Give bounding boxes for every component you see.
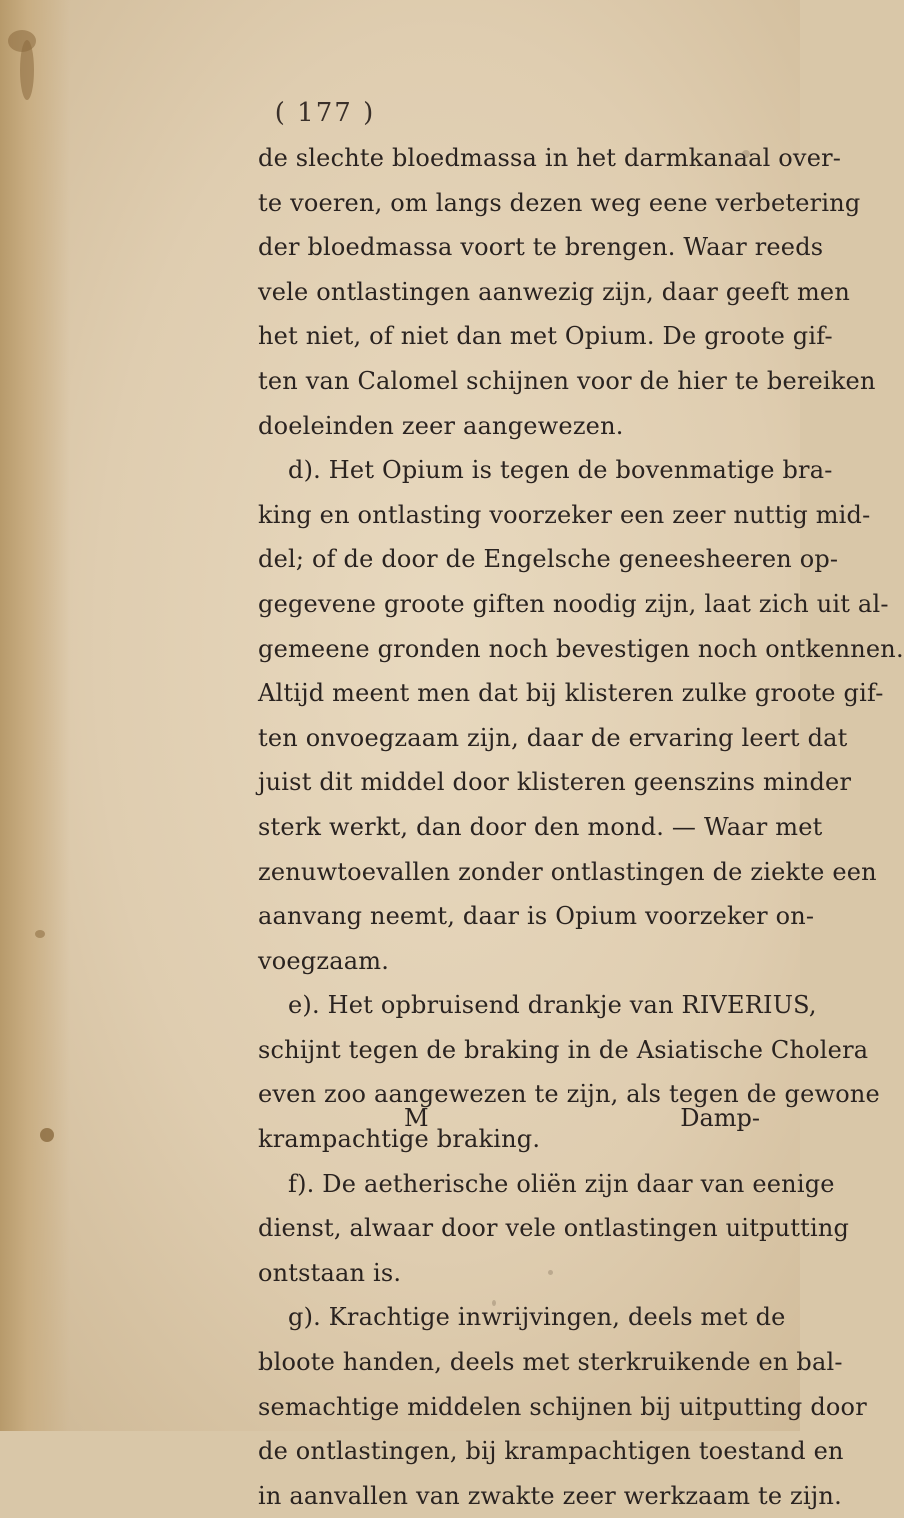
text-line: even zoo aangewezen te zijn, als tegen de gewone [258,1080,880,1109]
paragraph-g-start: g). Krachtige inwrijvingen, deels met de [288,1303,786,1332]
text-line: de slechte bloedmassa in het darmkanaal over- [258,144,842,172]
text-line: dienst, alwaar door vele ontlastingen uitputting [258,1214,850,1243]
text-line: vele ontlastingen aanwezig zijn, daar geeft men [258,277,850,306]
text-line: juist dit middel door klisteren geenszins minder [258,768,852,797]
text-line: semachtige middelen schijnen bij uitputting door [258,1392,867,1421]
catchword: Damp- [680,1104,760,1132]
text-line: te voeren, om langs dezen weg eene verbetering [258,188,861,217]
text-line: het niet, of niet dan met Opium. De groote gif- [258,322,833,351]
page-number: ( 177 ) [274,98,376,128]
text-line: de ontlastingen, bij krampachtigen toestand en [258,1437,844,1466]
paragraph-e-start: e). Het opbruisend drankje van RIVERIUS, [288,991,817,1020]
paragraph-d-start: d). Het Opium is tegen de bovenmatige bra- [288,456,833,485]
body-text [258,136,904,1518]
page-footer [258,1104,766,1148]
text-line: aanvang neemt, daar is Opium voorzeker on- [258,902,815,931]
text-line: schijnt tegen de braking in de Asiatische Cholera [258,1035,869,1064]
text-line: der bloedmassa voort te brengen. Waar reeds [258,233,824,262]
text-line: ten onvoegzaam zijn, daar de ervaring leert dat [258,723,848,752]
text-line: gegevene groote giften noodig zijn, laat zich uit al- [258,589,889,618]
text-line: ten van Calomel schijnen voor de hier te bereiken [258,366,876,395]
text-line: gemeene gronden noch bevestigen noch ontkennen. [258,634,904,663]
text-line: zenuwtoevallen zonder ontlastingen de ziekte een [258,857,877,886]
text-line: ontstaan is. [258,1258,402,1287]
page-edge-stain [0,0,70,1431]
text-line: sterk werkt, dan door den mond. — Waar met [258,812,823,841]
text-line: bloote handen, deels met sterkruikende en bal- [258,1348,843,1377]
text-line: Altijd meent men dat bij klisteren zulke groote gif- [258,679,884,708]
text-line: del; of de door de Engelsche geneesheeren op- [258,545,839,574]
paragraph-f-start: f). De aetherische oliën zijn daar van eenige [288,1169,835,1198]
text-line: krampachtige braking. [258,1125,541,1154]
signature-mark: M [404,1104,429,1132]
text-line: voegzaam. [258,946,390,975]
text-line: doeleinden zeer aangewezen. [258,411,624,440]
text-line: king en ontlasting voorzeker een zeer nuttig mid- [258,500,871,529]
text-line: in aanvallen van zwakte zeer werkzaam te zijn. [258,1481,842,1510]
